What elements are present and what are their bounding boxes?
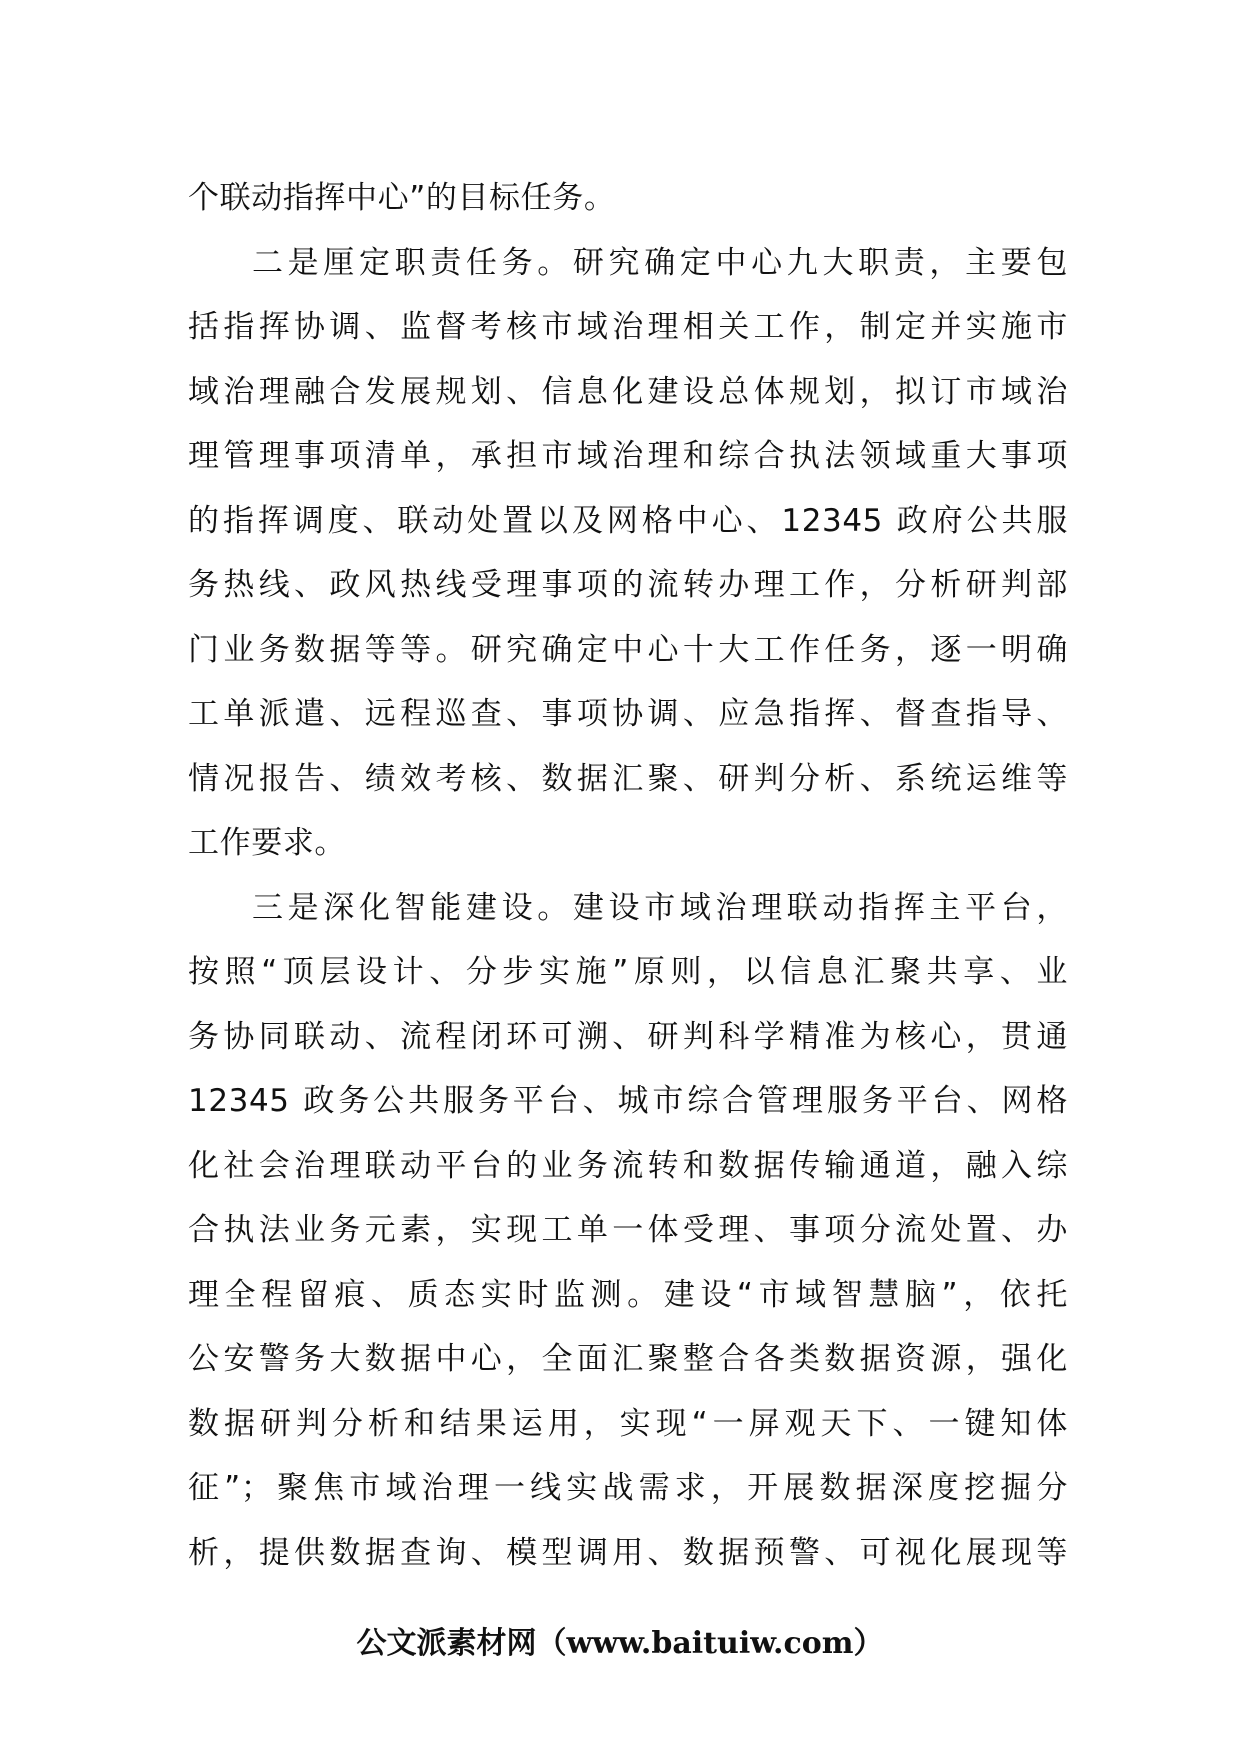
text-line: 域治理融合发展规划、信息化建设总体规划，拟订市域治 (188, 373, 1068, 410)
text-line: 务协同联动、流程闭环可溯、研判科学精准为核心，贯通 (188, 1018, 1068, 1055)
text-line: 化社会治理联动平台的业务流转和数据传输通道，融入综 (188, 1147, 1068, 1184)
text-line: 12345 政务公共服务平台、城市综合管理服务平台、网格 (188, 1083, 1068, 1119)
text-line: 征”；聚焦市域治理一线实战需求，开展数据深度挖掘分 (188, 1470, 1068, 1506)
text-line: 情况报告、绩效考核、数据汇聚、研判分析、系统运维等 (188, 760, 1068, 797)
text-line: 门业务数据等等。研究确定中心十大工作任务，逐一明确 (188, 631, 1068, 668)
text-line: 括指挥协调、监督考核市域治理相关工作，制定并实施市 (188, 309, 1068, 345)
body-text (188, 166, 1068, 1585)
text-line: 合执法业务元素，实现工单一体受理、事项分流处置、办 (188, 1212, 1068, 1248)
footer-watermark: 公文派素材网（www.baituiw.com） (356, 1626, 884, 1661)
text-line: 公安警务大数据中心，全面汇聚整合各类数据资源，强化 (188, 1341, 1068, 1377)
text-line: 个联动指挥中心”的目标任务。 (188, 180, 616, 216)
text-line: 理管理事项清单，承担市域治理和综合执法领域重大事项 (188, 438, 1068, 474)
text-line: 的指挥调度、联动处置以及网格中心、12345 政府公共服 (188, 502, 1068, 539)
text-line: 务热线、政风热线受理事项的流转办理工作，分析研判部 (188, 567, 1068, 603)
text-line: 工单派遣、远程巡查、事项协调、应急指挥、督查指导、 (188, 696, 1068, 732)
text-line: 理全程留痕、质态实时监测。建设“市域智慧脑”，依托 (188, 1276, 1068, 1313)
text-line: 工作要求。 (188, 825, 346, 861)
text-line: 数据研判分析和结果运用，实现“一屏观天下、一键知体 (188, 1405, 1068, 1442)
text-line: 三是深化智能建设。建设市域治理联动指挥主平台， (252, 889, 1068, 926)
text-line: 二是厘定职责任务。研究确定中心九大职责，主要包 (252, 244, 1068, 281)
text-line: 按照“顶层设计、分步实施”原则，以信息汇聚共享、业 (188, 954, 1068, 990)
text-line: 析，提供数据查询、模型调用、数据预警、可视化展现等 (188, 1534, 1068, 1571)
